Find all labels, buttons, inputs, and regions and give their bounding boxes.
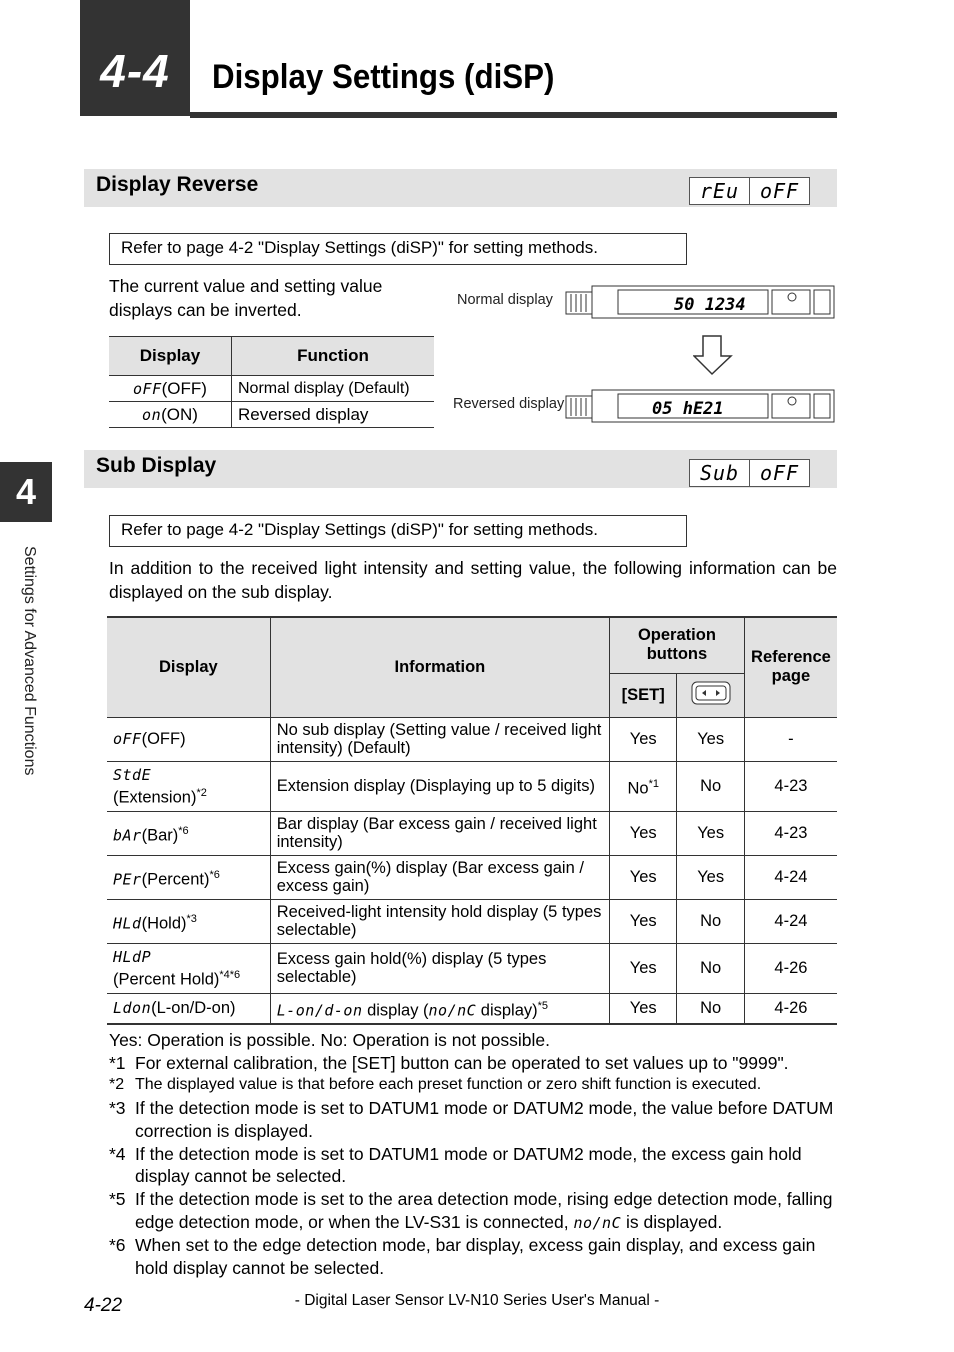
segment-left: Sub xyxy=(699,461,740,485)
table-header: Display xyxy=(109,337,232,376)
table-cell: Received-light intensity hold display (5 types selectable) xyxy=(270,899,609,943)
table-cell: 4-26 xyxy=(744,943,837,993)
legend: Yes: Operation is possible. No: Operation is not possible. xyxy=(109,1030,550,1050)
sub-display-refer: Refer to page 4-2 "Display Settings (diSP)" for setting methods. xyxy=(109,515,687,547)
normal-readout: 50 1234 xyxy=(674,295,746,315)
table-cell: oFF(OFF) xyxy=(109,376,232,402)
table-row xyxy=(107,993,837,1024)
table-cell: No xyxy=(677,761,744,811)
normal-display-label: Normal display xyxy=(457,292,553,308)
segment-left: rEu xyxy=(699,179,740,203)
sub-display-segment xyxy=(689,459,810,487)
table-cell: Ldon(L-on/D-on) xyxy=(107,993,270,1024)
table-cell: Normal display (Default) xyxy=(232,376,435,402)
table-cell: Excess gain(%) display (Bar excess gain / excess gain) xyxy=(270,855,609,899)
footnote: *2 The displayed value is that before each preset function or zero shift function is executed. xyxy=(109,1076,762,1094)
table-cell: Yes xyxy=(610,855,677,899)
arrow-buttons-icon xyxy=(691,681,731,705)
reversed-readout: 05 hE21 xyxy=(652,399,724,419)
table-cell: No xyxy=(677,943,744,993)
table-cell: No sub display (Setting value / received light intensity) (Default) xyxy=(270,717,609,761)
footer-manual-title: - Digital Laser Sensor LV-N10 Series User's Manual - xyxy=(294,1292,660,1309)
table-cell: Bar display (Bar excess gain / received light intensity) xyxy=(270,811,609,855)
sub-display-intro: In addition to the received light intensity and setting value, the following information can be displayed on the sub display. xyxy=(109,558,837,602)
normal-display-device xyxy=(562,284,838,320)
table-header-row xyxy=(109,337,434,376)
table-cell: Yes xyxy=(610,943,677,993)
table-row xyxy=(107,899,837,943)
table-cell: 4-23 xyxy=(744,811,837,855)
table-cell: Yes xyxy=(610,993,677,1024)
table-cell: Reversed display xyxy=(232,402,435,428)
table-cell: No xyxy=(677,993,744,1024)
chapter-number: 4-4 xyxy=(100,45,170,97)
table-cell: Yes xyxy=(677,811,744,855)
table-cell: L-on/d-on display (no/nC display)$^{*5}$ xyxy=(270,993,609,1024)
table-cell: on(ON) xyxy=(109,402,232,428)
table-header: Display xyxy=(107,617,270,717)
table-cell: 4-24 xyxy=(744,899,837,943)
table-header: Function xyxy=(232,337,435,376)
table-header: [SET] xyxy=(610,673,677,717)
table-cell: 4-23 xyxy=(744,761,837,811)
down-arrow-icon xyxy=(693,334,733,376)
footnotes xyxy=(109,1029,849,1280)
table-cell: StdE (Extension)$^{*2}$ xyxy=(107,761,270,811)
chapter-side-label: Settings for Advanced Functions xyxy=(21,546,38,776)
chapter-side-tab: 4 xyxy=(0,462,52,522)
segment-right: oFF xyxy=(749,460,809,486)
table-cell: Yes xyxy=(677,717,744,761)
display-reverse-title: Display Reverse xyxy=(96,173,259,196)
sub-display-title: Sub Display xyxy=(96,454,217,477)
table-cell: HLd(Hold)$^{*3}$ xyxy=(107,899,270,943)
page-title: Display Settings (diSP) xyxy=(212,58,555,96)
sub-display-table xyxy=(107,616,837,1025)
footnote: *6 When set to the edge detection mode, bar display, excess gain display, and excess gain hold display cannot be selected. xyxy=(109,1235,816,1279)
table-cell: Yes xyxy=(677,855,744,899)
table-cell: HLdP (Percent Hold)$^{*4*6}$ xyxy=(107,943,270,993)
footnote: *5 If the detection mode is set to the area detection mode, rising edge detection mode, falling edge detection mode, or when the LV-S31 is connected, no/nC is displayed. xyxy=(109,1188,833,1232)
table-row xyxy=(107,855,837,899)
table-cell: Excess gain hold(%) display (5 types selectable) xyxy=(270,943,609,993)
footnote: *3 If the detection mode is set to DATUM1 mode or DATUM2 mode, the value before DATUM correction is displayed. xyxy=(109,1098,834,1141)
table-row xyxy=(107,811,837,855)
footnote: *4 If the detection mode is set to DATUM1 mode or DATUM2 mode, the excess gain hold display cannot be selected. xyxy=(109,1143,802,1187)
table-header-row xyxy=(107,617,837,673)
table-cell: PEr(Percent)$^{*6}$ xyxy=(107,855,270,899)
table-cell: 4-24 xyxy=(744,855,837,899)
table-cell: Yes xyxy=(610,899,677,943)
reversed-display-label: Reversed display xyxy=(453,396,565,412)
table-row xyxy=(109,402,434,428)
segment-right: oFF xyxy=(749,178,809,204)
table-header: Operation buttons xyxy=(610,617,745,673)
table-cell: Yes xyxy=(610,717,677,761)
display-reverse-segment xyxy=(689,177,810,205)
table-row xyxy=(107,717,837,761)
table-cell: 4-26 xyxy=(744,993,837,1024)
title-rule xyxy=(190,112,837,118)
table-header: Reference page xyxy=(744,617,837,717)
display-reverse-refer: Refer to page 4-2 "Display Settings (diSP)" for setting methods. xyxy=(109,233,687,265)
display-reverse-table xyxy=(109,336,434,428)
reversed-display-device xyxy=(562,388,838,424)
table-cell: bAr(Bar)$^{*6}$ xyxy=(107,811,270,855)
table-cell: Extension display (Displaying up to 5 digits) xyxy=(270,761,609,811)
table-cell: - xyxy=(744,717,837,761)
table-row xyxy=(109,376,434,402)
display-reverse-description: The current value and setting value displays can be inverted. xyxy=(109,276,383,320)
footnote: *1 For external calibration, the [SET] button can be operated to set values up to "9999". xyxy=(109,1052,789,1073)
table-row xyxy=(107,761,837,811)
table-header xyxy=(677,673,744,717)
table-row xyxy=(107,943,837,993)
table-cell: No xyxy=(677,899,744,943)
table-cell: oFF(OFF) xyxy=(107,717,270,761)
table-cell: No$^{*1}$ xyxy=(610,761,677,811)
table-cell: Yes xyxy=(610,811,677,855)
table-header: Information xyxy=(270,617,609,717)
page-number: 4-22 xyxy=(84,1295,123,1316)
